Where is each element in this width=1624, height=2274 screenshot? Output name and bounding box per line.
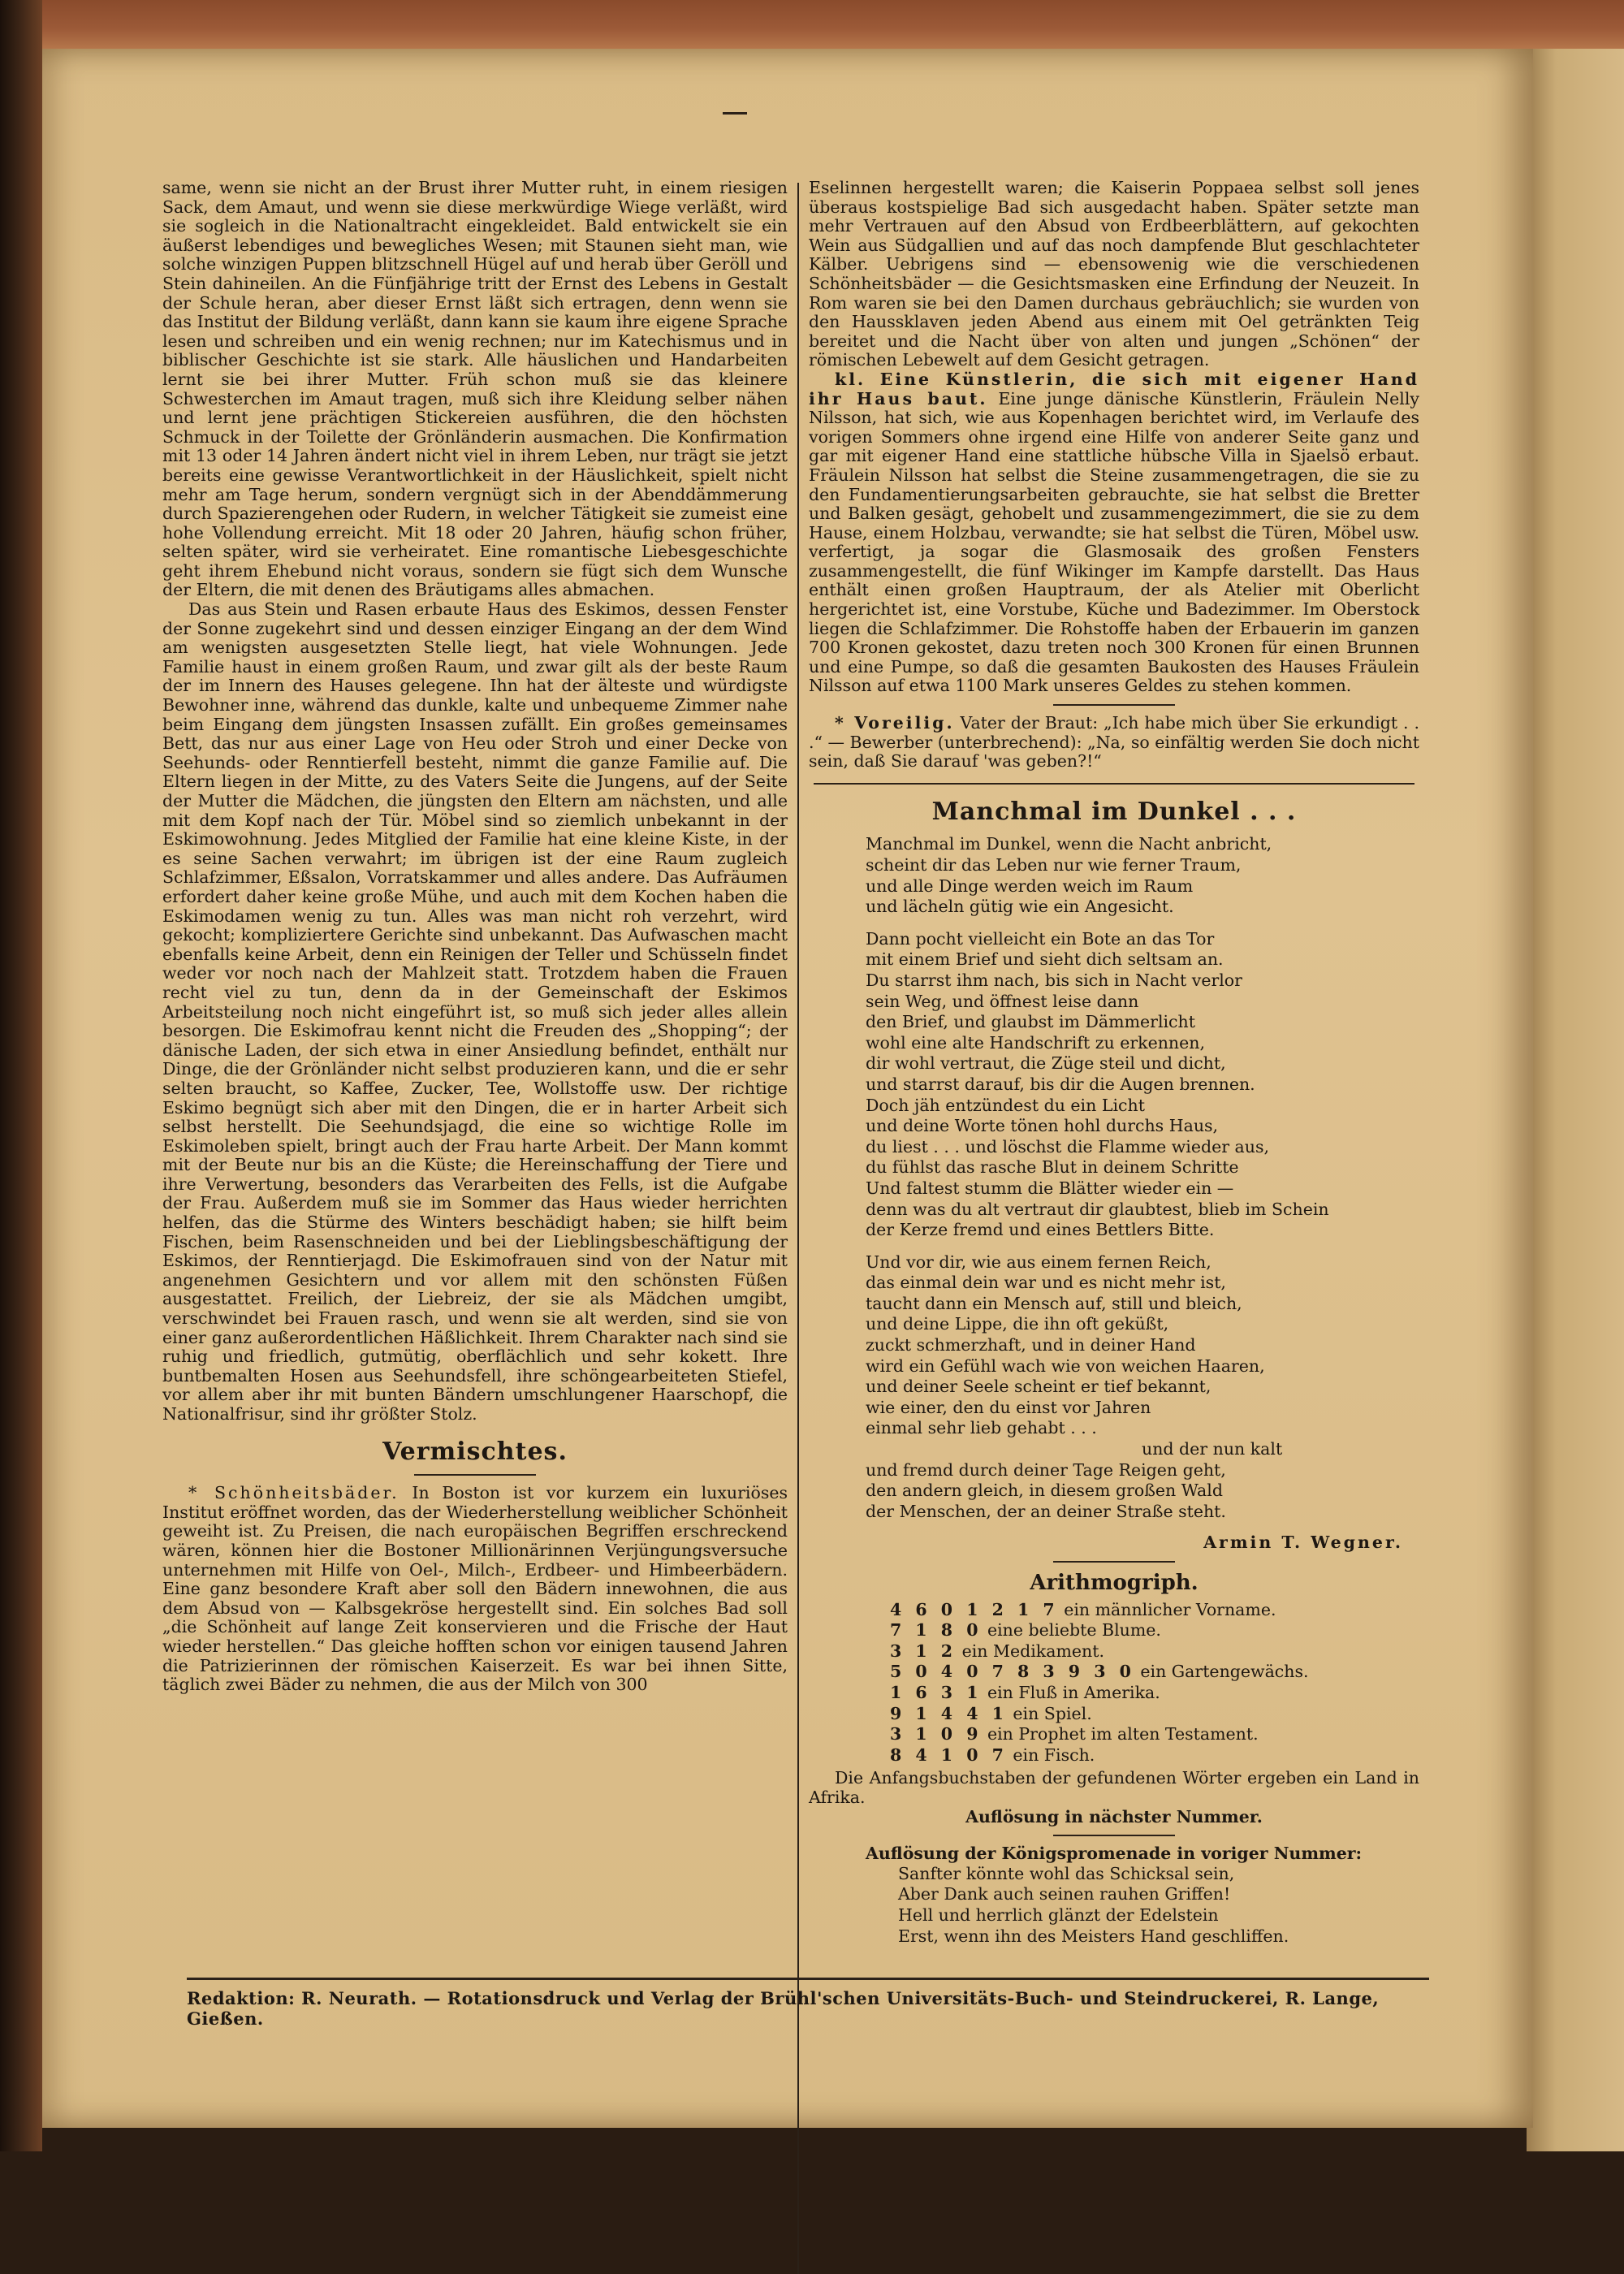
puzzle-row (890, 1600, 1419, 1621)
schoenheitsbaeder-article (162, 1484, 788, 1695)
eskimo-article-p1: same, wenn sie nicht an der Brust ihrer Mutter ruht, in einem riesigen Sack, dem Amaut, und wenn sie diese merkwürdige Wiege verläßt, wird sie sogleich in die Nationaltracht eingekleidet. Bald entwickelt sie ein äußerst lebendiges und bewegliches Wesen; mit Staunen sieht man, wie solche winzigen Puppen blitzschnell Hügel auf und herab über Geröll und Stein dahineilen. An die Fünfjährige tritt der Ernst des Lebens in Gestalt der Schule heran, aber dieser Ernst läßt sich ertragen, denn wenn sie das Institut der Bildung verläßt, dann kann sie kaum ihre eigene Sprache lesen und schreiben und ein wenig rechnen; nur im Katechismus und in biblischer Geschichte ist sie stark. Alle häuslichen und Handarbeiten lernt sie bei ihrer Mutter. Früh schon muß sie das kleinere Schwesterchen im Amaut tragen, muß sich ihre Kleidung selber nähen und lernt jene prächtigen Stickereien ausführen, die den höchsten Schmuck in der Toilette der Grönländerin ausmachen. Die Konfirmation mit 13 oder 14 Jahren ändert nicht viel in ihrem Leben, nur trägt sie jetzt bereits eine gewisse Verantwortlichkeit in der Häuslichkeit, spielt nicht mehr am Tage herum, sondern vergnügt sich in der Abenddämmerung durch Spazierengehen oder Rudern, in welcher Tätigkeit sie zumeist eine hohe Vollendung erreicht. Mit 18 oder 20 Jahren, häufig schon früher, selten später, wird sie verheiratet. Eine romantische Liebesgeschichte geht ihrem Ehebund nicht voraus, sondern sie fügt sich dem Wunsche der Eltern, die mit denen des Bräutigams alles abmachen. (162, 178, 788, 600)
puzzle-digits: 5 0 4 0 7 8 3 9 3 0 (890, 1662, 1135, 1682)
puzzle-digits: 8 4 1 0 7 (890, 1744, 1008, 1765)
article-rule-3 (1053, 1561, 1175, 1563)
puzzle-note: Die Anfangsbuchstaben der gefundenen Wörter ergeben ein Land in Afrika. (809, 1768, 1419, 1807)
puzzle-digits: 7 1 8 0 (890, 1620, 983, 1641)
puzzle-solution-note: Auflösung in nächster Nummer. (965, 1806, 1263, 1827)
puzzle-row (890, 1745, 1419, 1766)
kuenstlerin-article (809, 370, 1419, 696)
poem-stanza-4: und fremd durch deiner Tage Reigen geht, den andern gleich, in diesem großen Wald der Menschen, der an deiner Straße steht. (866, 1459, 1226, 1521)
solution-lines: Sanfter könnte wohl das Schicksal sein, Aber Dank auch seinen rauhen Griffen! Hell und herrlich glänzt der Edelstein Erst, wenn ihn des Meisters Hand geschliffen. (898, 1863, 1289, 1946)
next-page-edge (1527, 49, 1624, 2151)
kuenstlerin-body: Eine junge dänische Künstlerin, Fräulein Nelly Nilsson, hat sich, wie aus Kopenhagen berichtet wird, im Verlaufe des vorigen Sommers ohne irgend eine Hilfe von anderer Seite ganz und gar mit eigener Hand eine stattliche hübsche Villa in Sjaelsö erbaut. Fräulein Nilsson hat selbst die Steine zusammengetragen, die sie zu den Fundamentierungsarbeiten gebrauchte, sie hat selbst die Bretter und Balken gesägt, gehobelt und zusammengezimmert, die sie zu dem Hause, einem Holzbau, verwandte; sie hat selbst die Türen, Möbel usw. verfertigt, ja sogar die Glasmosaik des großen Fensters zusammengestellt, die fünf Wikinger im Kampfe darstellt. Das Haus enthält einen großen Hauptraum, der als Atelier mit Oberlicht hergerichtet ist, eine Vorstube, Küche und Badezimmer. Im Oberstock liegen die Schlafzimmer. Die Rohstoffe haben der Erbauerin im ganzen 700 Kronen gekostet, dazu treten noch 300 Kronen für einen Brunnen und eine Pumpe, so daß die gesamten Baukosten des Hauses Fräulein Nilsson auf etwa 1100 Mark unseres Geldes zu stehen kommen. (809, 388, 1419, 696)
puzzle-digits: 3 1 2 (890, 1641, 957, 1661)
puzzle-clue: ein Spiel. (1007, 1703, 1092, 1723)
kuenstlerin-head: kl. Eine Künstlerin, die sich mit eigener Hand ihr Haus baut. (809, 369, 1419, 409)
puzzle-clue: ein männlicher Vorname. (1058, 1599, 1276, 1619)
puzzle-clue: ein Medikament. (957, 1641, 1104, 1661)
puzzle-title: Arithmogriph. (1030, 1571, 1199, 1595)
imprint-footer: Redaktion: R. Neurath. — Rotationsdruck und Verlag der Brühl'schen Universitäts-Buch- und Steindruckerei, R. Lange, Gießen. (187, 1978, 1429, 2029)
puzzle-digits: 9 1 4 4 1 (890, 1703, 1008, 1723)
puzzle-clue: ein Fluß in Amerika. (982, 1682, 1160, 1702)
solution-title: Auflösung der Königspromenade in voriger Nummer: (866, 1844, 1363, 1864)
schoenheitsbaeder-head: * Schönheitsbäder. (188, 1483, 400, 1503)
schoenheitsbaeder-continued: Eselinnen hergestellt waren; die Kaiserin Poppaea selbst soll jenes überaus kostspielige Bad sich ausgedacht haben. Später setzte man mehr Vertrauen auf den Absud von Erdbeerblättern, auf gekochten Wein aus Südgallien und auf das noch dampfende Blut geschlachteter Kälber. Uebrigens sind — ebensowenig wie die verschiedenen Schönheitsbäder — die Gesichtsmasken eine Erfindung der Neuzeit. In Rom waren sie bei den Damen durchaus gebräuchlich; sie wurden von den Haussklaven jeden Abend aus einem mit Oel getränkten Teig bereitet und die Nacht über von alten und jungen „Schönen“ der römischen Lebewelt auf dem Gesicht getragen. (809, 178, 1419, 370)
eskimo-article-p2: Das aus Stein und Rasen erbaute Haus des Eskimos, dessen Fenster der Sonne zugekehrt sind und dessen einziger Eingang an der dem Wind am wenigsten ausgesetzten Stelle liegt, hat viele Wohnungen. Jede Familie haust in einem großen Raum, und zwar gilt als der beste Raum der im Innern des Hauses gelegene. Ihn hat der älteste und würdigste Bewohner inne, während das dunkle, kalte und unbequeme Zimmer nahe beim Eingang dem jüngsten Insassen zufällt. Ein großes gemeinsames Bett, das nur aus einer Lage von Heu oder Stroh und einer Decke von Seehunds- oder Renntierfell besteht, nimmt die ganze Familie auf. Die Eltern liegen in der Mitte, zu des Vaters Seite die Jungens, auf der Seite der Mutter die Mädchen, die jüngsten den Eltern am nächsten, und alle mit dem Kopf nach der Tür. Möbel sind so ziemlich unbekannt in der Eskimowohnung. Jedes Mitglied der Familie hat eine kleine Kiste, in der es seine Sachen verwahrt; im übrigen ist der eine Raum zugleich Schlafzimmer, Eßsalon, Vorratskammer und alles andere. Das Aufräumen erfordert daher keine große Mühe, und auch mit dem Kochen haben die Eskimodamen wenig zu tun. Alles was man nicht roh verzehrt, wird gekocht; kompliziertere Gerichte sind unbekannt. Das Aufwaschen macht ebenfalls keine Arbeit, denn ein Reinigen der Teller und Schüsseln findet weder vor noch nach der Mahlzeit statt. Trotzdem haben die Frauen recht viel zu tun, denn da in der Gemeinschaft der Eskimos Arbeitsteilung noch nicht eingeführt ist, so muß sich jeder alles allein besorgen. Die Eskimofrau kennt nicht die Freuden des „Shopping“; der dänische Laden, der sich etwa in einer Ansiedlung befindet, enthält nur Dinge, die der Grönländer nicht selbst produzieren kann, und die er sehr selten braucht, so Kaffee, Zucker, Tee, Wollstoffe usw. Der richtige Eskimo begnügt sich aber mit den Dingen, die er in harter Arbeit sich selbst herstellt. Die Seehundsjagd, die eine so wichtige Rolle im Eskimoleben spielt, bringt auch der Frau harte Arbeit. Der Mann kommt mit der Beute nur bis an die Küste; die Hereinschaffung der Tiere und ihre Verwertung, besonders das Verarbeiten des Fells, ist die Aufgabe der Frau. Außerdem muß sie im Sommer das Haus wieder herrichten helfen, das die Stürme des Winters beschädigt haben; sie hilft beim Fischen, beim Rasenschneiden und bei der Lieblingsbeschäftigung der Eskimos, der Renntierjagd. Die Eskimofrauen sind von der Natur mit angenehmen Gesichtern und vor allem mit den schönsten Füßen ausgestattet. Freilich, der Liebreiz, der sie als Mädchen umgibt, verschwindet bei Frauen rasch, und wenn sie alt werden, sind sie von einer ganz außerordentlichen Häßlichkeit. Ihrem Charakter nach sind sie ruhig und friedlich, gutmütig, oberflächlich und sehr kokett. Ihre buntbemalten Hosen aus Seehundsfell, ihre schöngearbeiteten Stiefel, vor allem aber ihr mit bunten Bändern umschlungener Haarschopf, die Nationalfrisur, sind ihr größter Stolz. (162, 599, 788, 1424)
poem-stanza-1: Manchmal im Dunkel, wenn die Nacht anbricht, scheint dir das Leben nur wie ferner Traum, und alle Dinge werden weich im Raum und lächeln gütig wie ein Angesicht. (866, 834, 1272, 917)
puzzle-clue: ein Prophet im alten Testament. (982, 1724, 1259, 1744)
puzzle-row (890, 1683, 1419, 1704)
puzzle-row (890, 1662, 1419, 1683)
poem-tail-line: und der nun kalt (1142, 1439, 1283, 1459)
puzzle-digits: 4 6 0 1 2 1 7 (890, 1599, 1059, 1619)
poem-author: Armin T. Wegner. (1203, 1533, 1403, 1553)
puzzle-clue: eine beliebte Blume. (982, 1620, 1161, 1641)
right-column (809, 179, 1419, 1947)
column-divider (797, 183, 799, 2274)
voreilig-head: * Voreilig. (835, 713, 955, 733)
article-rule-4 (1053, 1835, 1175, 1836)
article-rule-2 (814, 783, 1415, 785)
puzzle-row (890, 1724, 1419, 1745)
puzzle-clue: ein Gartengewächs. (1134, 1662, 1309, 1682)
puzzle-digits: 1 6 3 1 (890, 1682, 983, 1702)
voreilig-article (809, 714, 1419, 772)
section-title-vermischtes: Vermischtes. (382, 1437, 568, 1466)
puzzle-row (890, 1620, 1419, 1641)
puzzle-row (890, 1704, 1419, 1725)
poem (866, 834, 1419, 1522)
puzzle-clue: ein Fisch. (1007, 1744, 1095, 1765)
book-spine (0, 0, 42, 2151)
book-top-edge (42, 0, 1624, 49)
puzzle-rows (809, 1600, 1419, 1766)
left-column (162, 179, 788, 1695)
article-rule-1 (1053, 704, 1175, 706)
page-folio-dash (723, 112, 747, 115)
schoenheitsbaeder-body: In Boston ist vor kurzem ein luxuriöses Institut eröffnet worden, das der Wiederherstellung weiblicher Schönheit geweiht ist. Zu Preisen, die nach europäischen Begriffen erschreckend wären, können hier die Bostoner Millionärinnen Verjüngungsversuche unternehmen mit Hilfe von Oel-, Milch-, Erdbeer- und Himbeerbädern. Eine ganz besondere Kraft aber soll den Bädern innewohnen, die aus dem Absud von — Kalbsgekröse hergestellt sind. Ein solches Bad soll „die Schönheit auf lange Zeit konservieren und die Frische der Haut wieder herstellen.“ Das gleiche hofften schon vor einigen tausend Jahren die Patrizierinnen der römischen Kaiserzeit. Es war bei ihnen Sitte, täglich zwei Bäder zu nehmen, die aus der Milch von 300 (162, 1483, 788, 1695)
puzzle-digits: 3 1 0 9 (890, 1724, 983, 1744)
voreilig-body: Vater der Braut: „Ich habe mich über Sie erkundigt . . .“ — Bewerber (unterbrechend): „Na, so einfältig werden Sie doch nicht sein, daß Sie darauf 'was geben?!“ (809, 713, 1419, 772)
poem-stanza-2: Dann pocht vielleicht ein Bote an das Tor mit einem Brief und sieht dich seltsam an. Du starrst ihm nach, bis sich in Nacht verlor sein Weg, und öffnest leise dann den Brief, und glaubst im Dämmerlicht wohl eine alte Handschrift zu erkennen, dir wohl vertraut, die Züge steil und dicht, und starrst darauf, bis dir die Augen brennen. Doch jäh entzündest du ein Licht und deine Worte tönen hohl durchs Haus, du liest . . . und löschst die Flamme wieder aus, du fühlst das rasche Blut in deinem Schritte Und faltest stumm die Blätter wieder ein — denn was du alt vertraut dir glaubtest, blieb im Schein der Kerze fremd und eines Bettlers Bitte. (866, 928, 1329, 1240)
poem-title: Manchmal im Dunkel . . . (931, 797, 1297, 826)
puzzle-row (890, 1641, 1419, 1662)
section-rule (414, 1474, 536, 1476)
poem-stanza-3: Und vor dir, wie aus einem fernen Reich, das einmal dein war und es nicht mehr ist, taucht dann ein Mensch auf, still und bleich, und deine Lippe, die ihn oft geküßt, zuckt schmerzhaft, und in deiner Hand wird ein Gefühl wach wie von weichen Haaren, und deiner Seele scheint er tief bekannt, wie einer, den du einst vor Jahren einmal sehr lieb gehabt . . . (866, 1252, 1265, 1438)
